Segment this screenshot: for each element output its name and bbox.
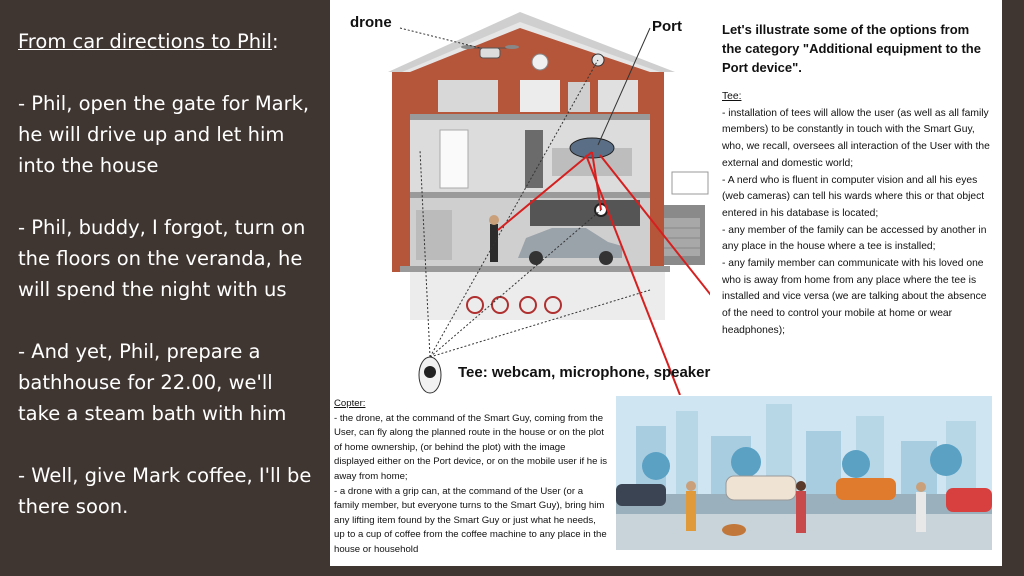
category-heading: Let's illustrate some of the options from the category "Additional equipment to the Port device". xyxy=(722,22,981,75)
street-illustration xyxy=(616,396,992,550)
orange-car xyxy=(836,478,896,500)
copter-line-1: - the drone, at the command of the Smart Guy, coming from the User, can fly along the planned route in the house or on the plot of home ownership, (or behind the plot) with the image displayed either on the Port device, or on the mobile user if he is away from home; xyxy=(334,412,608,482)
tee-caption: Tee: webcam, microphone, speaker xyxy=(458,364,711,381)
copter-title: Copter: xyxy=(334,398,366,409)
copter-description xyxy=(334,397,608,558)
dialogue-text xyxy=(18,26,318,553)
port-label: Port xyxy=(652,18,682,35)
house-illustration xyxy=(330,0,710,395)
dialogue-line-1: - Phil, open the gate for Mark, he will drive up and let him into the house xyxy=(18,92,310,177)
tee-line-1: - installation of tees will allow the user (as well as all family members) to be constantly in touch with the Smart Guy, who, we recall, oversees all interaction of the User with the external and domestic world; xyxy=(722,107,990,169)
red-car xyxy=(946,488,992,512)
tee-line-2: - A nerd who is fluent in computer vision and all his eyes (web cameras) can tell his wards where this or that object entered in his database is located; xyxy=(722,174,985,219)
dialogue-title: From car directions to Phil: xyxy=(18,30,279,53)
copter-line-2: - a drone with a grip can, at the command of the User (or a family member, but everyone turns to the Smart Guy), bring him any lifting item found by the Smart Guy or just what he needs, up to a cup of coffee from the coffee machine to any place in the house or household xyxy=(334,485,607,555)
tee-line-3: - any member of the family can be accessed by another in any place in the house where a tee is installed; xyxy=(722,224,987,253)
tee-description xyxy=(722,20,992,340)
dialogue-line-4: - Well, give Mark coffee, I'll be there soon. xyxy=(18,464,312,518)
basement xyxy=(410,270,665,320)
dark-car xyxy=(616,484,666,506)
tee-line-4: - any family member can communicate with his loved one who is away from home from any place where the tee is installed and vice versa (we are talking about the absence of the need to control your mobile at home or wear headphones); xyxy=(722,258,987,336)
house-drawing xyxy=(330,0,710,395)
tee-title: Tee: xyxy=(722,91,742,102)
slide xyxy=(330,0,1002,566)
left-panel xyxy=(0,0,328,576)
beige-car xyxy=(726,476,796,500)
street-drawing xyxy=(616,396,992,550)
dialogue-line-2: - Phil, buddy, I forgot, turn on the floors on the veranda, he will spend the night with us xyxy=(18,216,306,301)
drone-label: drone xyxy=(350,14,392,31)
dog xyxy=(722,524,746,536)
dialogue-line-3: - And yet, Phil, prepare a bathhouse for 22.00, we'll take a steam bath with him xyxy=(18,340,287,425)
tee-device-icon xyxy=(419,357,441,393)
